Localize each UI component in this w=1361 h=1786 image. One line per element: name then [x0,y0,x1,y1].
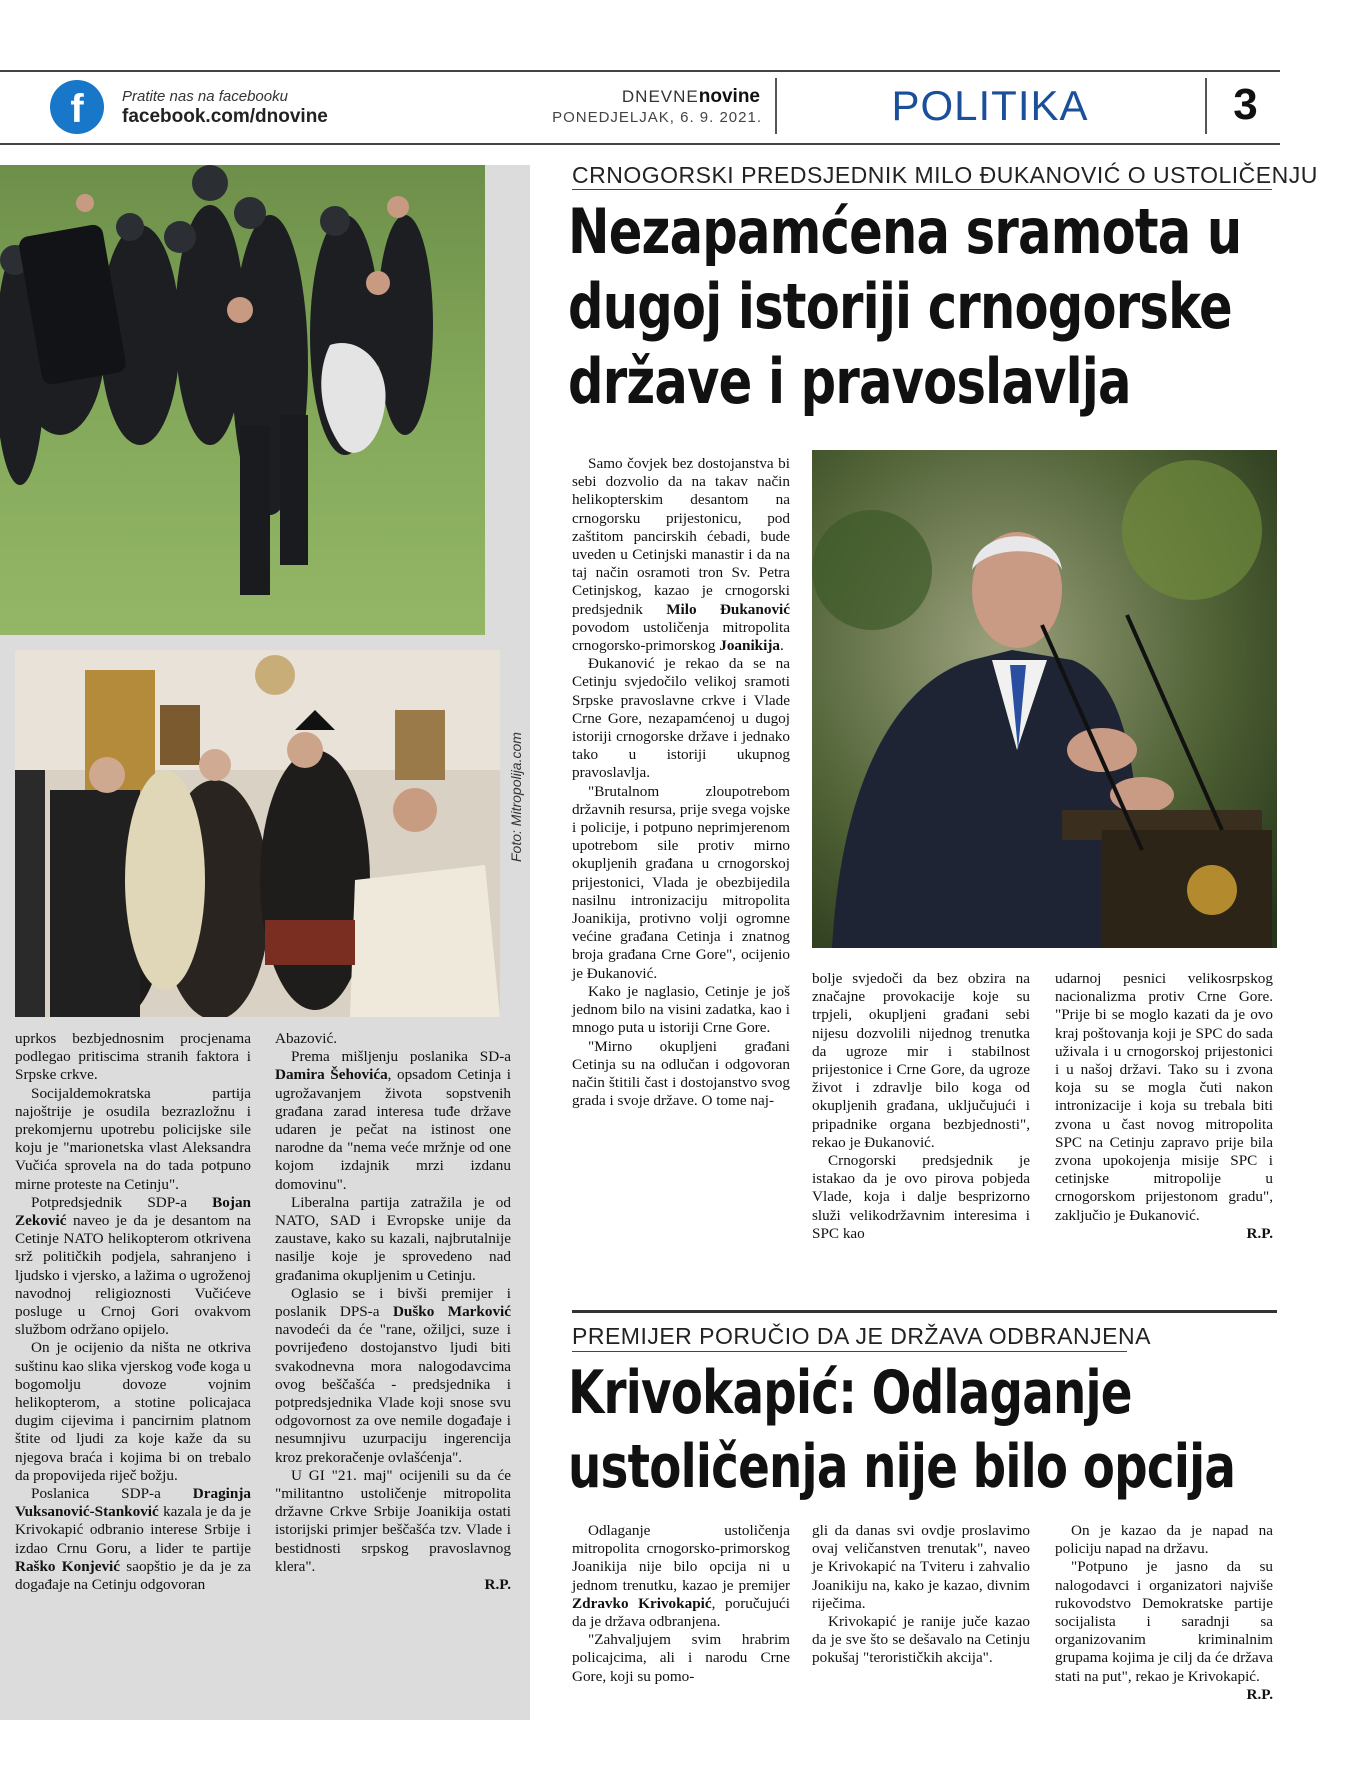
headline-line: Nezapamćena sramota u [568,195,1242,268]
paragraph: Potpredsjednik SDP-a Bojan Zeković naveo je da je desantom na Cetinje NATO helikopterom otkrivena srž političkih podjela, sahranjeno i ljudsko i vjersko, a lažima o ugroženoj navodnoj religioznosti Vučićeve posluge u Crnoj Gori ovakvom službom održano opijelo. [15,1193,251,1339]
paragraph: U GI "21. maj" ocijenili su da će "militantno ustoličenje mitropolita državne Crkve Srbije Joanikija ostati istorijski primjer beščašća tzv. Vlade i bestidnosti srpskog pravoslavnog klera". [275,1466,511,1575]
section-title: POLITIKA [891,82,1089,129]
person-name: Milo Đukanović [666,600,790,618]
paragraph: bolje svjedoči da bez obzira na značajne provokacije koje su trpjeli, okupljeni građani sebi nijesu dozvolili nijednog trenutka da ugroze mir i stabilnost prijestonice i Crne Gore, da ugroze život i zdravlje bilo koga od okupljenih građana, uključujući i pripadnike organa bezbjednosti", rekao je Đukanović. [812,970,1030,1151]
person-name: Raško Konjević [15,1557,121,1575]
person-name: Draginja Vuksanović-Stanković [15,1485,251,1521]
photo-credit: Foto: Mitropolija.com [508,732,524,862]
header-separator [775,78,777,134]
article1-kicker: CRNOGORSKI PREDSJEDNIK MILO ĐUKANOVIĆ O USTOLIČENJU [572,162,1318,188]
paragraph: On je kazao da je napad na policiju napad na državu. [1055,1522,1273,1558]
person-name: Zdravko Krivokapić [572,1594,712,1612]
paragraph: uprkos bezbjednosnim procjenama podlegao pritiscima stranih faktora i Srpske crkve. [15,1030,251,1084]
paragraph: Crnogorski predsjednik je istakao da je ovo pirova pobjeda Vlade, koja i dalje besprizorno služi velikodržavnim interesima i SPC kao [812,1152,1030,1242]
person-name: Bojan Zeković [15,1193,251,1230]
header-top-rule [0,70,1280,72]
paragraph: udarnoj pesnici velikosrpskog nacionalizma protiv Crne Gore. "Prije bi se moglo kazati da je ovo kraj poštovanja koji je SPC do sada uživala i u crnogorskoj prijestonici i u našoj državi. Tako su i zvona koja su se mogla čuti nakon intronizacije i koja su trebala biti zvona u čast novog mitropolita SPC na Cetinju zapravo prije bila zvona upokojenja misije SPC i cetinjske mitropolije u crnogorskom prijestonom gradu", zaključio je Đukanović. [1055,970,1273,1224]
article1-column-1 [572,455,790,1110]
headline-line: države i pravoslavlja [568,345,1131,418]
paragraph: Đukanović je rekao da se na Cetinju svjedočilo velikoj sramoti Srpske pravoslavne crkve i Vlade Crne Gore, nezapamćenoj u dugoj istoriji crnogorske države i jednako tako u istoriji ukupnog pravoslavlja. [572,655,790,782]
person-name: Joanikija [719,637,780,655]
author-signature: R.P. [484,1576,511,1594]
person-name: Duško Marković [392,1303,511,1321]
article2-kicker: PREMIJER PORUČIO DA JE DRŽAVA ODBRANJENA [572,1323,1151,1349]
paragraph: Oglasio se i bivši premijer i poslanik DPS-a Duško Marković navodeći da će "rane, ožiljci, suze i povrijeđeno dostojanstvo ljudi biti svakodnevna mora nalogodavcima ovog beščašća - predsjednika i potpredsjednika Vlade koji snose svu odgovornost za ove nemile događaje i nesumnjivu uzurpaciju ingerencija kroz prekoračenje ovlašćenja". [275,1284,511,1466]
issue-date: PONEDJELJAK, 6. 9. 2021. [552,109,762,126]
brand-bold: novine [698,86,760,107]
police-photo [0,165,485,635]
article1-column-3 [1055,970,1273,1243]
left-text-column-1 [15,1030,251,1594]
article2-column-3 [1055,1522,1273,1704]
masthead-brand [500,86,760,108]
facebook-url-link[interactable]: facebook.com/dnovine [122,106,328,127]
paragraph: Kako je naglasio, Cetinje je još jednom bilo na visini zadatka, kao i mnogo puta u istoriji Crne Gore. [572,982,790,1037]
article1-column-2 [812,970,1030,1243]
facebook-icon[interactable]: f [50,80,104,134]
paragraph: Socijaldemokratska partija najoštrije je osudila bezrazložnu i prekomjernu upotrebu policijske sile koju je "marionetska vlast Aleksandra Vučića sprovela na do tada potpuno mirne proteste na Cetinju". [15,1084,251,1193]
brand-plain: DNEVNE [621,87,699,106]
headline-line: ustoličenja nije bilo opcija [568,1432,1236,1502]
paragraph: Liberalna partija zatražila je od NATO, SAD i Evropske unije da zaustave, kako su kazali, najbrutalnije nasilje koje je sprovedeno nad građanima okupljenim u Cetinju. [275,1193,511,1284]
page-number: 3 [1233,80,1258,129]
author-signature: R.P. [1246,1685,1273,1703]
headline-line: dugoj istoriji crnogorske [568,270,1232,343]
left-text-column-2 [275,1030,511,1594]
paragraph: "Mirno okupljeni građani Cetinja su na odlučan i odgovoran način štitili čast i dostojanstvo svog grada i svoje države. O tome naj- [572,1037,790,1110]
paragraph: Odlaganje ustoličenja mitropolita crnogorsko-primorskog Joanikija nije bilo opcija ni u jednom trenutku, kazao je premijer Zdravko Krivokapić, poručujući da je država odbranjena. [572,1522,790,1631]
kicker-underline [572,189,1272,190]
paragraph: Krivokapić je ranije juče kazao da je sve što se dešavalo na Cetinju pokušaj "terorističkih akcija". [812,1613,1030,1667]
person-name: Damira Šehovića [275,1066,388,1084]
headline-line: Krivokapić: Odlaganje [568,1358,1132,1428]
paragraph: Abazović. [275,1030,337,1047]
paragraph: Prema mišljenju poslanika SD-a Damira Šehovića, opsadom Cetinja i ugrožavanjem života sopstvenih građana zarad interesa tuđe države udaren je pečat na istinost one narodne da "nema veće mržnje od one kojom izdajnik mrzi izdanu domovinu". [275,1048,511,1193]
paragraph: "Brutalnom zloupotrebom državnih resursa, prije svega vojske i policije, i potpuno neprimjerenom upotrebom sile protiv mirno okupljenih građana u crnogorskoj prijestonici, Vlada je obezbijedila nasilnu intronizaciju mitropolita Joanikija, protivno volji ogromne većine građana Cetinja i znatnog broja građana Crne Gore", ocijenio je Đukanović. [572,782,790,982]
paragraph: gli da danas svi ovdje proslavimo ovaj veličanstven trenutak", naveo je Krivokapić na Tviteru i zahvalio Joanikiju na, kako je kazao, divnim riječima. [812,1522,1030,1612]
paragraph: Poslanica SDP-a Draginja Vuksanović-Stanković kazala je da je Krivokapić odbranio interese Srbije i izdao Crnu Goru, a lider te partije Raško Konjević saopštio je da je za događaje na Cetinju odgovoran [15,1485,251,1594]
paragraph: "Zahvaljujem svim hrabrim policajcima, ali i narodu Crne Gore, koji su pomo- [572,1631,790,1685]
facebook-follow-text: Pratite nas na facebooku [122,88,288,105]
article-divider [572,1310,1277,1313]
article2-column-1 [572,1522,790,1686]
article1-headline [568,194,1241,419]
church-photo [15,650,500,1017]
header-separator [1205,78,1207,134]
paragraph: Samo čovjek bez dostojanstva bi sebi dozvolio da na takav način helikopterskim desantom na crnogorsku prijestonicu, pod zaštitom pancirskih ćebadi, bude uveden u Cetinjski manastir i da na taj način osramoti tron Sv. Petra Cetinjskog, kazao je crnogorski predsjednik Milo Đukanović povodom ustoličenja mitropolita crnogorsko-primorskog Joanikija. [572,455,790,655]
paragraph: On je ocijenio da ništa ne otkriva suštinu kao slika vjerskog vođe koga u bogomolju dovoze vojnim helikopterom, a stotine policajaca dugim cijevima i pancirnim platnom štite od ljudi za koje kaže da su njegova braća i kojima bi on trebalo da propovijeda riječ božju. [15,1339,251,1484]
kicker-underline [572,1351,1127,1352]
article2-column-2 [812,1522,1030,1668]
djukanovic-photo [812,450,1277,948]
article2-headline [568,1356,1235,1504]
paragraph: "Potpuno je jasno da su nalogodavci i organizatori najviše rukovodstvo Demokratske partije socijalista i saradnji sa organizovanim kriminalnim grupama kojima je cilj da će država stati na put", rekao je Krivokapić. [1055,1558,1273,1685]
author-signature: R.P. [1246,1224,1273,1242]
header-bottom-rule [0,143,1280,145]
